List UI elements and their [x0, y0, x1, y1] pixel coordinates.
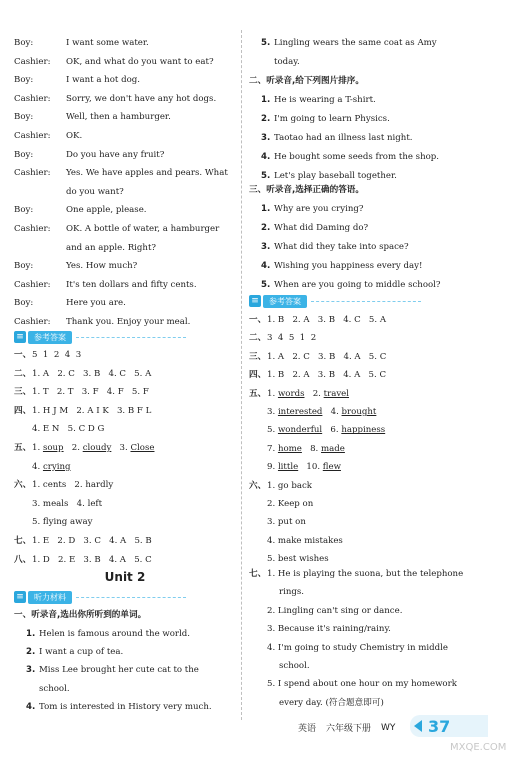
answer-line: [249, 698, 384, 709]
dialogue-line: [14, 224, 219, 235]
section-number: 三、: [249, 351, 267, 362]
answer-line: [249, 407, 376, 418]
page-number: 37: [428, 716, 451, 736]
dialogue-line: [14, 168, 228, 179]
answer-line: [14, 424, 104, 435]
item-text: Tom is interested in History very much.: [39, 701, 212, 712]
item-number: 5.: [261, 280, 271, 290]
speaker: Boy:: [14, 75, 34, 86]
item-number: 2.: [261, 114, 271, 124]
dialogue-text: It's ten dollars and fifty cents.: [66, 279, 197, 290]
page-number-tab: [410, 715, 488, 737]
banner-label: 听力材料: [28, 591, 72, 604]
section-number: 六、: [249, 480, 267, 491]
banner-icon: ≡: [14, 331, 26, 343]
dialogue-line: [14, 112, 171, 123]
answer-text: 3 4 5 1 2: [267, 333, 317, 344]
answer-number: 2.: [304, 388, 324, 399]
listening-item: [26, 665, 199, 676]
speaker: Cashier:: [14, 131, 51, 141]
dialogue-text: OK.: [66, 131, 83, 141]
listening-item: [261, 204, 363, 215]
answer-text: 2. Keep on: [267, 499, 314, 509]
answer-word: interested: [277, 407, 323, 417]
dialogue-text: Yes. How much?: [66, 261, 138, 272]
answer-text: school.: [279, 661, 310, 671]
answer-line: [14, 350, 81, 361]
answer-number: 7.: [267, 443, 278, 454]
answer-line: [249, 352, 386, 363]
answer-text: 1. A 2. C 3. B 4. C 5. A: [32, 368, 152, 379]
answer-number: 9.: [267, 462, 278, 473]
dialogue-text: Sorry, we don't have any hot dogs.: [66, 93, 217, 104]
dialogue-text: One apple, please.: [66, 205, 147, 216]
answer-banner: [249, 295, 421, 307]
answer-word: little: [277, 462, 299, 473]
dialogue-text: OK. A bottle of water, a hamburger: [66, 224, 220, 234]
dialogue-text: OK, and what do you want to eat?: [66, 56, 214, 67]
listening-item: [261, 57, 300, 68]
item-number: 3.: [261, 133, 271, 143]
answer-line: [249, 679, 457, 690]
item-number: 2.: [261, 223, 271, 233]
section-number: 四、: [249, 370, 267, 381]
answer-number: 4.: [322, 407, 342, 417]
item-number: 4.: [261, 152, 271, 162]
dialogue-text: Do you have any fruit?: [66, 149, 165, 160]
answer-text: 1. H J M 2. A I K 3. B F L: [32, 405, 152, 416]
dialogue-text: and an apple. Right?: [66, 242, 157, 253]
listening-item: [261, 261, 422, 272]
item-text: Let's play baseball together.: [274, 171, 397, 181]
listening-item: [261, 38, 437, 49]
dialogue-line: [14, 317, 190, 328]
answer-line: [249, 462, 341, 473]
item-number: 3.: [26, 665, 36, 676]
section-number: 五、: [249, 388, 267, 399]
answer-text: 1. He is playing the suona, but the telephone: [267, 569, 464, 579]
answer-line: [249, 606, 402, 617]
answer-number: 5.: [267, 425, 278, 436]
speaker: Boy:: [14, 205, 34, 216]
answer-word: flew: [322, 462, 341, 473]
answer-line: [249, 333, 316, 344]
listening-item: [26, 684, 70, 695]
answer-line: [249, 425, 385, 436]
answer-line: [249, 481, 312, 492]
answer-number: 4.: [32, 461, 43, 472]
dialogue-line: [14, 205, 147, 216]
item-text: today.: [274, 57, 300, 67]
dialogue-line: [14, 298, 126, 309]
answer-line: [14, 443, 154, 454]
answer-number: 8.: [301, 443, 322, 454]
banner-label: 参考答案: [263, 295, 307, 308]
answer-text: 3. put on: [267, 517, 306, 528]
item-number: 1.: [261, 204, 271, 214]
answer-text: 1. B 2. A 3. B 4. C 5. A: [267, 315, 387, 325]
answer-word: home: [277, 443, 302, 454]
speaker: Cashier:: [14, 317, 51, 327]
answer-word: wonderful: [277, 425, 323, 436]
item-number: 4.: [261, 261, 271, 271]
answer-text: 5 1 2 4 3: [32, 350, 82, 360]
dialogue-text: I want a hot dog.: [66, 75, 140, 86]
answer-line: [249, 624, 391, 635]
section-number: 七、: [249, 569, 267, 579]
answer-line: [249, 517, 306, 528]
listening-item: [261, 152, 439, 163]
dialogue-text: Yes. We have apples and pears. What: [66, 168, 228, 179]
page-footer: [298, 721, 395, 734]
banner-dashes: [76, 597, 186, 598]
section-number: 二、: [249, 333, 267, 344]
listening-item: [261, 95, 376, 106]
item-text: I'm going to learn Physics.: [274, 114, 390, 124]
answer-banner: [14, 331, 186, 343]
answer-line: [249, 315, 386, 326]
section-number: 七、: [14, 536, 32, 546]
footer-subject: 英语: [298, 724, 317, 734]
answer-number: 10.: [298, 462, 323, 473]
answer-text: 4. make mistakes: [267, 535, 343, 546]
answer-text: 5. best wishes: [267, 554, 329, 565]
dialogue-line: [14, 243, 156, 254]
answer-number: 2.: [63, 443, 83, 453]
dialogue-text: Here you are.: [66, 298, 126, 309]
speaker: Cashier:: [14, 279, 51, 290]
speaker: Cashier:: [14, 168, 51, 179]
answer-word: brought: [341, 407, 377, 417]
footer-grade: 六年级下册: [326, 724, 372, 734]
answer-number: 3.: [267, 407, 278, 417]
item-number: 5.: [261, 38, 271, 48]
answer-text: 3. Because it's raining/rainy.: [267, 624, 391, 635]
answer-word: made: [321, 443, 345, 454]
item-number: 1.: [26, 629, 36, 639]
item-number: 1.: [261, 95, 271, 105]
speaker: Cashier:: [14, 56, 51, 67]
answer-number: 1.: [32, 443, 43, 453]
answer-line: [14, 480, 113, 491]
answer-word: words: [277, 388, 305, 399]
item-text: He bought some seeds from the shop.: [274, 152, 440, 162]
answer-line: [249, 370, 386, 381]
listening-item: [261, 223, 368, 234]
answer-text: 4. I'm going to study Chemistry in middle: [267, 642, 449, 653]
section-number: 四、: [14, 405, 32, 416]
dialogue-line: [14, 261, 137, 272]
column-divider: [241, 30, 242, 720]
answer-text: 1. cents 2. hardly: [32, 480, 114, 491]
answer-line: [14, 406, 151, 417]
dialogue-text: I want some water.: [66, 38, 149, 48]
dialogue-line: [14, 57, 214, 68]
dialogue-line: [14, 187, 124, 198]
section-heading: 一、听录音,选出你所听到的单词。: [14, 610, 147, 620]
dialogue-line: [14, 75, 140, 86]
section-number: 二、: [14, 368, 32, 379]
answer-line: [14, 517, 93, 528]
item-text: What did Daming do?: [274, 223, 369, 233]
answer-line: [14, 387, 149, 398]
item-text: What did they take into space?: [274, 242, 409, 252]
answer-word: happiness: [341, 425, 386, 436]
banner-dashes: [311, 301, 421, 302]
section-number: 六、: [14, 480, 32, 491]
answer-line: [249, 587, 304, 598]
listening-item: [261, 280, 441, 291]
item-text: Taotao had an illness last night.: [274, 133, 413, 143]
answer-line: [14, 536, 152, 547]
speaker: Boy:: [14, 149, 34, 160]
answer-text: 1. E 2. D 3. C 4. A 5. B: [32, 536, 152, 546]
listening-item: [26, 647, 123, 658]
banner-icon: ≡: [249, 295, 261, 307]
answer-text: 1. B 2. A 3. B 4. A 5. C: [267, 370, 387, 381]
footer-edition: WY: [381, 722, 396, 733]
unit-title: Unit 2: [104, 570, 146, 584]
answer-text: rings.: [279, 587, 305, 598]
speaker: Cashier:: [14, 93, 51, 104]
dialogue-text: do you want?: [66, 186, 124, 197]
answer-text: 4. E N 5. C D G: [32, 424, 105, 435]
item-number: 4.: [26, 701, 36, 712]
answer-text: 3. meals 4. left: [32, 498, 103, 509]
banner-dashes: [76, 337, 186, 338]
answer-word: soup: [42, 443, 64, 453]
listening-item: [261, 133, 413, 144]
section-number: 一、: [14, 350, 32, 360]
speaker: Boy:: [14, 298, 34, 309]
speaker: Cashier:: [14, 224, 51, 234]
item-number: 2.: [26, 647, 36, 658]
answer-line: [249, 389, 349, 400]
answer-word: cloudy: [82, 443, 112, 453]
section-heading: 三、听录音,选择正确的答语。: [249, 185, 364, 195]
answer-text: 1. D 2. E 3. B 4. A 5. C: [32, 554, 152, 565]
dialogue-line: [14, 38, 149, 49]
item-number: 5.: [261, 171, 271, 181]
item-number: 3.: [261, 242, 271, 252]
answer-text: 1. go back: [267, 480, 312, 491]
answer-line: [249, 444, 345, 455]
answer-line: [249, 643, 448, 654]
answer-number: 1.: [267, 388, 278, 399]
section-number: 一、: [249, 315, 267, 325]
answer-text: 5. I spend about one hour on my homework: [267, 679, 457, 690]
answer-line: [249, 661, 310, 672]
answer-number: 6.: [322, 425, 342, 436]
dialogue-text: Well, then a hamburger.: [66, 112, 171, 123]
dialogue-line: [14, 94, 216, 105]
answer-number: 3.: [111, 443, 131, 453]
answer-text: 1. A 2. C 3. B 4. A 5. C: [267, 351, 387, 362]
answer-word: crying: [42, 461, 71, 472]
item-text: When are you going to middle school?: [274, 280, 441, 290]
speaker: Boy:: [14, 38, 34, 48]
item-text: school.: [39, 683, 70, 694]
answer-line: [249, 536, 343, 547]
answer-line: [14, 369, 151, 380]
arrow-left-icon: [414, 720, 422, 732]
item-text: Miss Lee brought her cute cat to the: [39, 665, 199, 676]
answer-text: every day. (符合题意即可): [279, 697, 384, 708]
answer-banner: [14, 591, 186, 603]
answer-line: [249, 569, 463, 580]
listening-item: [26, 702, 212, 713]
dialogue-line: [14, 131, 82, 142]
listening-item: [261, 242, 409, 253]
dialogue-line: [14, 280, 197, 291]
speaker: Boy:: [14, 112, 34, 123]
section-number: 五、: [14, 443, 32, 453]
listening-item: [261, 171, 397, 182]
item-text: He is wearing a T-shirt.: [274, 95, 376, 105]
item-text: Lingling wears the same coat as Amy: [274, 38, 437, 48]
item-text: Helen is famous around the world.: [39, 629, 191, 639]
answer-line: [249, 554, 329, 565]
answer-line: [14, 462, 71, 473]
answer-line: [249, 499, 313, 510]
listening-item: [261, 114, 390, 125]
item-text: Wishing you happiness every day!: [274, 261, 423, 271]
answer-word: travel: [323, 388, 350, 399]
banner-label: 参考答案: [28, 331, 72, 344]
answer-text: 5. flying away: [32, 517, 93, 528]
section-number: 八、: [14, 554, 32, 565]
item-text: I want a cup of tea.: [39, 647, 124, 658]
section-heading: 二、听录音,给下列图片排序。: [249, 76, 364, 86]
dialogue-line: [14, 150, 164, 161]
item-text: Why are you crying?: [274, 204, 364, 214]
listening-item: [26, 629, 190, 640]
answer-text: 2. Lingling can't sing or dance.: [267, 605, 403, 616]
dialogue-text: Thank you. Enjoy your meal.: [66, 317, 191, 327]
banner-icon: ≡: [14, 591, 26, 603]
answer-text: 1. T 2. T 3. F 4. F 5. F: [32, 387, 149, 398]
answer-word: Close: [130, 443, 155, 453]
speaker: Boy:: [14, 261, 34, 272]
watermark: MXQE.COM: [450, 742, 506, 753]
answer-line: [14, 555, 152, 566]
section-number: 三、: [14, 387, 32, 398]
answer-line: [14, 499, 102, 510]
